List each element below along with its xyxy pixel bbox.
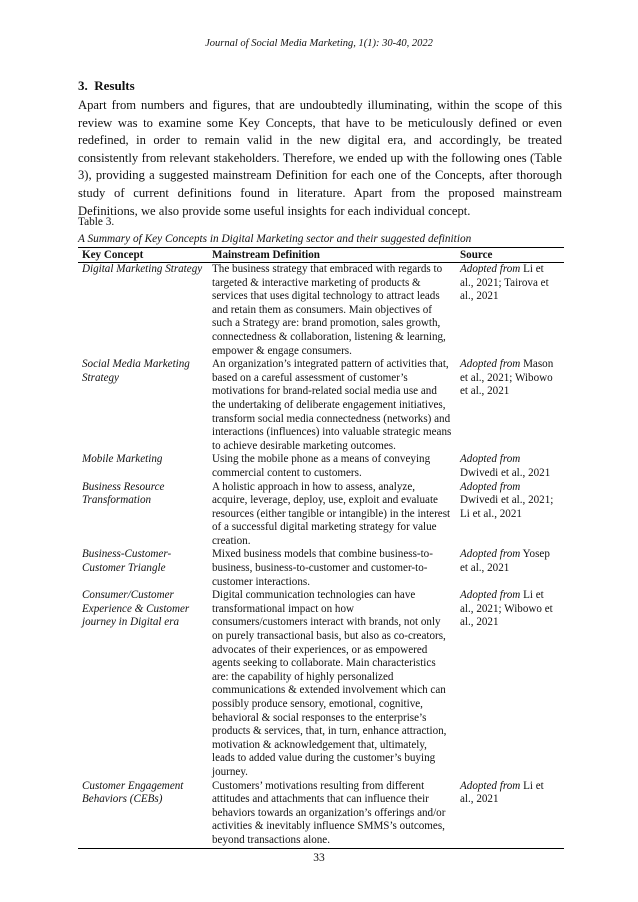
results-paragraph: Apart from numbers and figures, that are undoubtedly illuminating, within the scope of this review was to examine some Key Concepts, that have to be meticulously defined or even redefined, in order to remain valid in the new digital era, and accordingly, be treated consistently from relevant stakeholders. Therefore, we ended up with the following ones (Table 3), providing a suggested mainstream Definition for each one of the Concepts, after thorough study of current definitions found in literature. Apart from the proposed mainstream Definitions, we also provide some useful insights for each individual concept. [78,98,562,218]
table-label: Table 3. [78,216,115,228]
source-prefix: Adopted from [460,548,521,561]
table-row [78,263,564,359]
concept-cell: Social Media Marketing Strategy [82,358,190,384]
source-prefix: Adopted from [460,779,521,792]
source-refs: Li et al., 2021; Wibowo et al., 2021 [460,589,553,629]
definition-cell: The business strategy that embraced with regards to targeted & interactive marketing of products & services that uses digital technology to attract leads and retain them as consumers. Main objectives of such a Strategy are: brand promotion, sales growth, connectedness & collaboration, listening & learning, empower & engage consumers. [212,263,446,357]
source-refs: Li et al., 2021; Tairova et al., 2021 [460,263,549,303]
definition-cell: Using the mobile phone as a means of conveying commercial content to customers. [212,453,431,479]
table-row [78,548,564,589]
source-refs: Li et al., 2021 [460,779,544,806]
section-heading: 3. Results [78,78,135,93]
table-row [78,780,564,848]
source-prefix: Adopted from [460,589,521,602]
header-mainstream-definition: Mainstream Definition [208,248,456,263]
running-head: Journal of Social Media Marketing, 1(1): 30-40, 2022 [205,38,433,49]
key-concepts-table [78,247,564,849]
source-cell [456,358,564,453]
concept-cell: Digital Marketing Strategy [82,263,203,275]
source-cell [456,263,564,359]
source-refs: Dwivedi et al., 2021 [460,466,551,479]
source-refs: Dwivedi et al., 2021; Li et al., 2021 [460,494,554,520]
definition-cell: Mixed business models that combine business-to-business, business-to-customer and customer-to-customer interactions. [212,548,433,588]
definition-cell: Digital communication technologies can have transformational impact on how consumers/customers interact with brands, not only on purely transactional basis, but also as co-creators, advocates of their experiences, or as empowered agents seeking to collaborate. Main characteristics are: the capability of highly personalized communications & extended involvement which can possibly produce sensory, emotional, cognitive, behavioral & social responses to the enterprise’s products & services, that, in turn, enhance attraction, motivation & acknowledgement that, ultimately, leads to added value during the customer’s buying journey. [212,589,447,778]
source-prefix: Adopted from [460,480,521,493]
concept-cell: Business-Customer-Customer Triangle [82,548,172,575]
source-cell [456,481,564,549]
concept-cell: Consumer/Customer Experience & Customer journey in Digital era [82,589,190,629]
table-caption: A Summary of Key Concepts in Digital Marketing sector and their suggested definition [78,233,472,245]
source-prefix: Adopted from [460,358,521,371]
concept-cell: Customer Engagement Behaviors (CEBs) [78,780,208,848]
table-row [78,453,564,480]
table-header-row [78,248,564,263]
definition-cell: A holistic approach in how to assess, analyze, acquire, leverage, deploy, use, exploit and evaluate resources (either tangible or intangible) in the interest of a successful digital marketing strategy for value creation. [212,480,451,547]
source-cell [456,548,564,589]
source-refs: Mason et al., 2021; Wibowo et al., 2021 [460,358,554,398]
source-refs: Yosep et al., 2021 [460,548,550,575]
source-cell [456,780,564,848]
header-key-concept: Key Concept [78,248,208,263]
source-prefix: Adopted from [460,453,521,466]
page-number: 33 [313,852,325,864]
definition-cell: An organization’s integrated pattern of activities that, based on a careful assessment of customer’s motivations for brand-related social media use and the undertaking of deliberate engagement initiatives, transform social media connectedness (networks) and interactions (influences) into valuable strategic means to achieve desirable marketing outcomes. [212,358,452,452]
concept-cell: Mobile Marketing [82,453,163,466]
table-row [78,481,564,549]
source-cell [456,453,564,480]
concept-cell: Business Resource Transformation [82,480,165,507]
table-row [78,358,564,453]
source-cell [456,589,564,779]
source-prefix: Adopted from [460,263,521,275]
table-row [78,589,564,779]
definition-cell: Customers’ motivations resulting from different attitudes and attachments that can influence their behaviors towards an organization’s offerings and/or activities & inevitably influence SMMS’s outcomes, beyond transactions alone. [208,780,456,848]
header-source: Source [456,248,564,263]
